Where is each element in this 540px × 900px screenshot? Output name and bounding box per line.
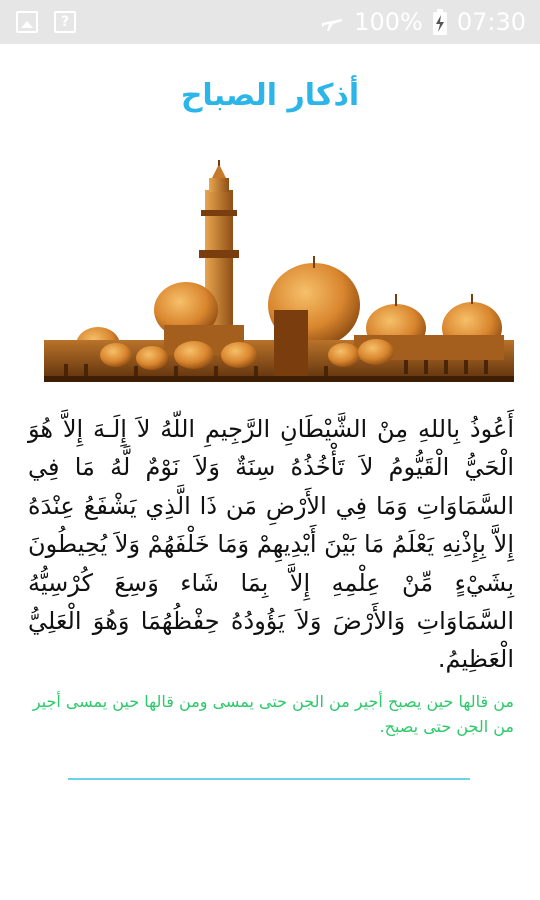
status-bar [0,0,540,44]
help-icon: ? [54,11,76,33]
dhikr-text: أَعُوذُ بِاللهِ مِنْ الشَّيْطَانِ الرَّجِيمِ اللّهُ لاَ إِلَـهَ إِلاَّ هُوَ الْحَيُّ الْقَيُّومُ لاَ تَأْخُذُهُ سِنَةٌ وَلاَ نَوْمٌ لَّهُ مَا فِي السَّمَاوَاتِ وَمَا فِي الأَرْضِ مَن ذَا الَّذِي يَشْفَعُ عِنْدَهُ إِلاَّ بِإِذْنِهِ يَعْلَمُ مَا بَيْنَ أَيْدِيهِمْ وَمَا خَلْفَهُمْ وَلاَ يُحِيطُونَ بِشَيْءٍ مِّنْ عِلْمِهِ إِلاَّ بِمَا شَاء وَسِعَ كُرْسِيُّهُ السَّمَاوَاتِ وَالأَرْضَ وَلاَ يَؤُودُهُ حِفْظُهُمَا وَهُوَ الْعَلِيُّ الْعَظِيمُ. [28,415,514,674]
battery-charging-icon [433,9,447,35]
clock: 07:30 [456,8,526,36]
mosque-illustration [44,160,514,382]
gallery-icon [16,11,38,33]
page-title: أذكار الصباح [180,78,360,113]
divider [68,778,470,780]
battery-level: 100% [354,8,423,36]
dhikr-virtue-note: من قالها حين يصبح أجير من الجن حتى يمسى ومن قالها حين يمسى أجير من الجن حتى يصبح. [32,692,514,736]
airplane-mode-icon [320,10,344,34]
